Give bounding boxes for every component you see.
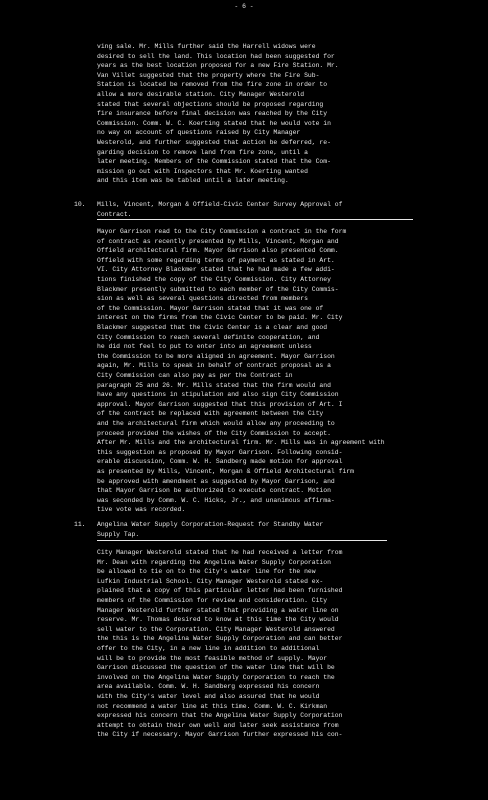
text-line: that Mayor Garrison be authorized to execute contract. Motion xyxy=(97,487,331,495)
text-line: fire insurance before final decision was reached by the City xyxy=(97,110,328,118)
text-line: Offield architectural firm. Mayor Garrison also presented Comm. xyxy=(97,247,339,255)
text-line: stated that several objections should be proposed regarding xyxy=(97,100,324,108)
text-line: later meeting. Members of the Commission stated that the Com- xyxy=(97,158,331,166)
text-line: ving sale. Mr. Mills further said the Harrell widows were xyxy=(97,43,316,50)
text-line: paragraph 25 and 26. Mr. Mills stated that the firm would and xyxy=(97,381,331,389)
text-line: mission go out with Inspectors that Mr. Koerting wanted xyxy=(97,167,308,175)
text-line: involved on the Angelina Water Supply Corporation to reach the xyxy=(97,673,335,681)
text-line: Commission. Comm. W. C. Koerting stated that he would vote in xyxy=(97,119,331,127)
item-10-heading-underline xyxy=(97,219,413,220)
text-line: be approved with amendment as suggested by Mayor Garrison, and xyxy=(97,477,335,485)
text-line: garding decision to remove land from fire zone, until a xyxy=(97,148,308,156)
text-line: Offield with some regarding terms of payment as stated in Art. xyxy=(97,256,335,264)
text-line: area available. Comm. W. H. Sandberg expressed his concern xyxy=(97,683,320,691)
text-line: have any questions in stipulation and also sign City Commission xyxy=(97,391,339,399)
text-line: will be to provide the most feasible method of supply. Mayor xyxy=(97,654,328,662)
text-line: this suggestion as proposed by Mayor Garrison. Following consid- xyxy=(97,448,343,456)
text-line: erable discussion, Comm. W. H. Sandberg made motion for approval xyxy=(97,458,343,466)
text-line: tive vote was recorded. xyxy=(97,506,186,514)
text-line: Angelina Water Supply Corporation-Request for Standby Water xyxy=(97,521,324,528)
text-line: Supply Tap. xyxy=(97,530,140,538)
text-line: years as the best location proposed for a new Fire Station. Mr. xyxy=(97,62,339,70)
text-line: Blackmer presently submitted to each member of the City Commis- xyxy=(97,285,339,293)
text-line: desired to sell the land. This location had been suggested for xyxy=(97,52,335,60)
text-line: not recommend a water line at this time. Comm. W. C. Kirkman xyxy=(97,702,328,710)
text-line: Mayor Garrison read to the City Commission a contract in the form xyxy=(97,228,347,235)
text-line: Garrison discussed the question of the water line that will be xyxy=(97,664,335,672)
text-line: the this is the Angelina Water Supply Corporation and can better xyxy=(97,635,343,643)
text-line: no way on account of questions raised by City Manager xyxy=(97,129,301,137)
text-line: After Mr. Mills and the architectural firm. Mr. Mills was in agreement with xyxy=(97,439,385,447)
text-line: Van Villet suggested that the property where the Fire Sub- xyxy=(97,71,320,79)
text-line: Manager Westerold further stated that providing a water line on xyxy=(97,606,339,614)
text-line: VI. City Attorney Blackmer stated that he had made a few addi- xyxy=(97,266,335,274)
text-line: reserve. Mr. Thomas desired to know at this time the City would xyxy=(97,616,339,624)
text-line: proceed provided the wishes of the City Commission to accept. xyxy=(97,429,331,437)
text-line: allow a more desirable station. City Manager Westerold xyxy=(97,91,305,98)
text-line: with the City's water level and also assured that he would xyxy=(97,693,320,700)
text-line: City Manager Westerold stated that he had received a letter from xyxy=(97,549,343,556)
item-11-heading-underline xyxy=(97,540,387,541)
text-line: the City if necessary. Mayor Garrison further expressed his con- xyxy=(97,731,343,739)
text-line: Contract. xyxy=(97,210,132,218)
text-line: sell water to the Corporation. City Manager Westerold answered xyxy=(97,625,335,633)
text-line: he did not feel to put to enter into an agreement unless xyxy=(97,343,312,351)
text-line: tions finished the copy of the City Commission. City Attorney xyxy=(97,276,331,283)
text-line: again, Mr. Mills to speak in behalf of contract proposal as a xyxy=(97,362,331,370)
text-line: interest on the firms from the Civic Center to be paid. Mr. City xyxy=(97,314,343,322)
text-line: approval. Mayor Garrison suggested that this provision of Art. I xyxy=(97,400,343,408)
text-line: Lufkin Industrial School. City Manager Westerold stated ex- xyxy=(97,577,324,585)
text-line: plained that a copy of this particular letter had been furnished xyxy=(97,587,343,595)
page-number: - 6 - xyxy=(234,3,254,10)
text-line: expressed his concern that the Angelina Water Supply Corporation xyxy=(97,712,343,720)
item-10-number: 10. xyxy=(74,201,86,208)
text-line: of the contract be replaced with agreement between the City xyxy=(97,410,324,418)
text-line: be allowed to tie on to the City's water line for the new xyxy=(97,568,316,576)
text-line: as presented by Mills, Vincent, Morgan & Offield Architectural firm xyxy=(97,468,354,475)
text-line: and this item was be tabled until a later meeting. xyxy=(97,177,289,185)
text-line: Westerold, and further suggested that action be deferred, re- xyxy=(97,139,331,146)
text-line: Mills, Vincent, Morgan & Offield-Civic Center Survey Approval of xyxy=(97,201,343,208)
text-line: was seconded by Comm. W. C. Hicks, Jr., and unanimous affirma- xyxy=(97,496,335,504)
text-line: attempt to obtain their own well and later seek assistance from xyxy=(97,721,339,729)
text-line: offer to the City, in a new line in addition to additional xyxy=(97,645,320,652)
text-line: sion as well as several questions directed from members xyxy=(97,295,308,303)
text-line: City Commission can also pay as per the Contract in xyxy=(97,372,293,379)
text-line: of contract as recently presented by Mills, Vincent, Morgan and xyxy=(97,237,339,245)
text-line: City Commission to reach several definite cooperation, and xyxy=(97,333,320,341)
text-line: members of the Commission for review and consideration. City xyxy=(97,597,328,604)
text-line: of the Commission. Mayor Garrison stated that it was one of xyxy=(97,304,324,312)
text-line: Station is located be removed from the fire zone in order to xyxy=(97,81,328,89)
text-line: Mr. Dean with regarding the Angelina Water Supply Corporation xyxy=(97,558,331,566)
item-11-number: 11. xyxy=(74,521,86,528)
text-line: Blackmer suggested that the Civic Center is a clear and good xyxy=(97,324,328,331)
text-line: the Commission to be more aligned in agreement. Mayor Garrison xyxy=(97,352,335,360)
text-line: and the architectural firm which would allow any proceeding to xyxy=(97,420,335,427)
